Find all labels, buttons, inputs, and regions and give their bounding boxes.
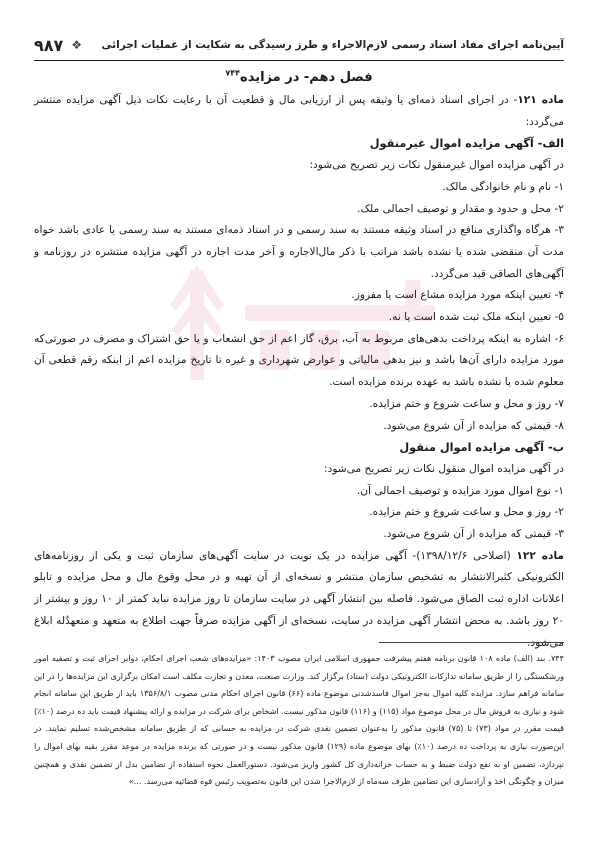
- article-122-label: ماده ۱۲۲: [516, 549, 564, 562]
- article-121-text: - در اجرای اسناد ذمه‌ای یا وثیقه پس از ارزیابی مال و قطعیت آن با رعایت نکات ذیل آگهی مزایده منتشر می‌گردد:: [34, 94, 564, 128]
- chapter-title-text: فصل دهم- در مزایده: [240, 70, 373, 85]
- section-a-item-5: ۵- تعیین اینکه ملک ثبت شده است یا نه.: [388, 311, 564, 324]
- article-122-text: (اصلاحی ۱۳۹۸/۱۲/۶)- آگهی مزایده در یک نوبت در سایت آگهی‌های سازمان ثبت و یکی از روزنامه‌های الکترونیکی کثیرالانتشار به تشخیص سازمان منتشر و نسخه‌ای از آن تهیه و در محل وقوع مال و محل مزایده و تابلو اعلانات اداره ثبت الصاق می‌شود. فاصله بین انتشار آگهی در سایت سازمان تا روز مزایده نباید کمتر از ۱۰ روز و بیشتر از ۲۰ روز باشد. به محض انتشار آگهی مزایده در سایت، نسخه‌ای از آگهی مزایده صرفاً جهت اطلاع به متعهد و متعهدٌله ابلاغ می‌شود.: [34, 549, 564, 649]
- page-body: [34, 66, 564, 654]
- section-a-item-2: ۲- محل و حدود و مقدار و توصیف اجمالی ملک.: [357, 202, 564, 215]
- chapter-footnote-ref: ۷۴۴: [225, 68, 241, 78]
- article-121: [34, 90, 564, 133]
- footnote-744: ۷۴۴. بند (الف) ماده ۱۰۸ قانون برنامه هفتم پیشرفت جمهوری اسلامی ایران مصوب ۱۴۰۳: «مزایده‌های شعب اجرای احکام، دوایر اجرای ثبت و تصفیه امور ورشکستگی را از طریق سامانه تدارکات الکترونیکی دولت (ستاد) برگزار کند. وزارت صنعت، معدن و تجارت مکلف است امکان برگزاری این مزایده‌ها را در این سامانه فراهم سازد. مزایده کلیه اموال به‌جز اموال فاسدشدنی موضوع ماده (۶۶) قانون اجرای احکام مدنی مصوب ۱۳۵۶/۸/۱ باید از طریق این سامانه انجام شود و نیازی به فروش مال در محل موضوع مواد (۱۱۵) و (۱۱۶) قانون مذکور نیست. اشخاص برای شرکت در مزایده و ارائه پیشنهاد قیمت باید ده درصد (۱۰٪) قیمت مقرر در مواد (۷۳) تا (۷۵) قانون مذکور را به‌عنوان تضمین نقدی شرکت در مزایده به حسابی که از طریق سامانه مشخص‌شده تسلیم نمایند. در این‌صورت نیازی به پرداخت ده درصد (۱۰٪) بهای موضوع ماده (۱۲۹) قانون مذکور نیست و در صورتی که برنده مزایده در موعد مقرر بقیه بهای اموال را نپردازد، تضمین او به نفع دولت ضبط و به حساب خزانه‌داری کل کشور واریز می‌شود. دستورالعمل نحوه استفاده از تضامین بدل از تضمین نقدی و همچنین میزان و چگونگی اخذ و آزادسازی این تضامین ظرف سه‌ماه از لازم‌الاجرا شدن این قانون به‌تصویب رئیس قوه قضائیه می‌رسد. ...»: [34, 653, 565, 787]
- section-a-intro: در آگهی مزایده اموال غیرمنقول نکات زیر تصریح می‌شود:: [309, 159, 564, 172]
- section-a-item-4: ۴- تعیین اینکه مورد مزایده مشاع است یا مفروز.: [351, 289, 564, 302]
- section-b-intro: در آگهی مزایده اموال منقول نکات زیر تصریح می‌شود:: [324, 462, 564, 475]
- section-a-item-8: ۸- قیمتی که مزایده از آن شروع می‌شود.: [383, 419, 564, 432]
- article-121-label: ماده ۱۲۱: [517, 94, 564, 106]
- ornament-icon: ❖: [71, 38, 83, 52]
- section-a-item-7: ۷- روز و محل و ساعت شروع و ختم مزایده.: [369, 397, 564, 410]
- running-title: آیین‌نامه اجرای مفاد اسناد رسمی لازم‌الاجراء و طرز رسیدگی به شکایت از عملیات اجرائی: [101, 39, 564, 51]
- page-header: [34, 30, 564, 61]
- page-number-group: [34, 36, 82, 55]
- section-b-item-2: ۲- روز و محل و ساعت شروع و ختم مزایده.: [369, 506, 564, 519]
- section-a-item-3: ۳- هرگاه واگذاری منافع در اسناد وثیقه مستند به سند رسمی و در اسناد ذمه‌ای مستند به سند رسمی یا عادی باشد خواه مدت آن منقضی شده یا نشده باشد مراتب با ذکر مال‌الاجاره و آخر مدت اجاره در آگهی مزایده منتشره در روزنامه و آگهی‌های الصاقی قید می‌گردد.: [34, 224, 564, 280]
- section-a-title: الف- آگهی مزایده اموال غیرمنقول: [369, 137, 564, 151]
- section-a-item-1: ۱- نام و نام خانوادگی مالک.: [442, 180, 564, 193]
- section-a-item-6: ۶- اشاره به اینکه پرداخت بدهی‌های مربوط به آب، برق، گاز اعم از حق انشعاب و یا حق اشتراک و مصرف در صورتی‌که مورد مزایده دارای آن‌ها باشد و نیز بدهی مالیاتی و عوارض شهرداری و غیره تا تاریخ مزایده اعم از اینکه رقم قطعی آن معلوم شده یا نشده باشد به عهده برنده مزایده است.: [34, 332, 564, 389]
- chapter-title: [34, 66, 564, 90]
- section-b-title: ب- آگهی مزایده اموال منقول: [399, 441, 564, 455]
- page-number: ۹۸۷: [34, 35, 64, 55]
- footnote-divider: [379, 642, 564, 643]
- footnote-section: [34, 650, 564, 791]
- article-122: [34, 546, 564, 655]
- section-b-item-1: ۱- نوع اموال مورد مزایده و توصیف اجمالی آن.: [356, 484, 564, 497]
- section-b-item-3: ۳- قیمتی که مزایده از آن شروع می‌شود.: [383, 528, 564, 541]
